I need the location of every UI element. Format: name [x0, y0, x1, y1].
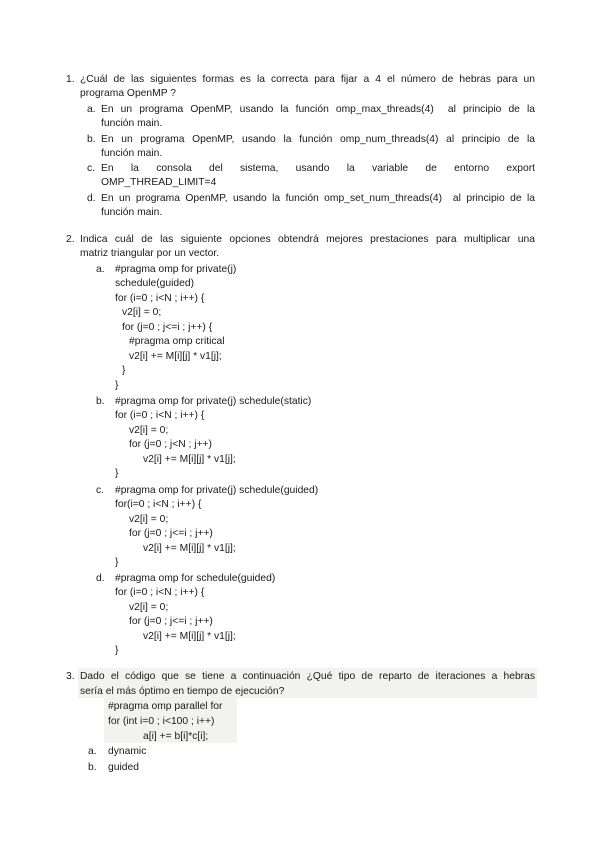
code-line: for (j=0 ; j<=i ; j++)	[129, 528, 213, 539]
question-number: 3.	[66, 671, 75, 682]
option-text: OMP_THREAD_LIMIT=4	[101, 177, 217, 188]
code-line: #pragma omp for private(j) schedule(guided)	[115, 485, 319, 496]
option-text: guided	[108, 762, 139, 773]
option-letter: c.	[87, 163, 96, 174]
option-text: función main.	[101, 207, 163, 218]
code-line: for (int i=0 ; i<100 ; i++)	[108, 716, 215, 727]
option-text: En un programa OpenMP, usando la función omp_set_num_threads(4) al principio de la	[101, 193, 535, 204]
option-letter: d.	[96, 573, 105, 584]
code-line: for(i=0 ; i<N ; i++) {	[115, 499, 202, 510]
code-line: schedule(guided)	[115, 278, 194, 289]
code-line: }	[115, 468, 119, 479]
code-line: for (i=0 ; i<N ; i++) {	[115, 410, 205, 421]
question-number: 1.	[66, 74, 75, 85]
option-text: En un programa OpenMP, usando la función omp_num_threads(4) al principio de la	[101, 134, 535, 145]
code-line: for (i=0 ; i<N ; i++) {	[115, 587, 205, 598]
code-line: v2[i] += M[i][j] * v1[j];	[129, 351, 222, 362]
code-line: v2[i] = 0;	[122, 307, 162, 318]
option-letter: c.	[96, 485, 105, 496]
code-line: v2[i] = 0;	[129, 514, 169, 525]
code-line: }	[122, 365, 126, 376]
code-line: }	[115, 645, 119, 656]
code-line: for (j=0 ; j<N ; j++)	[129, 439, 212, 450]
option-text: En la consola del sistema, usando la variable de entorno export	[101, 163, 535, 174]
code-line: for (i=0 ; i<N ; i++) {	[115, 293, 205, 304]
code-line: v2[i] = 0;	[129, 425, 169, 436]
question-stem: ¿Cuál de las siguientes formas es la correcta para fijar a 4 el número de hebras para un	[80, 74, 535, 85]
code-line: }	[115, 557, 119, 568]
code-line: v2[i] += M[i][j] * v1[j];	[143, 631, 236, 642]
option-letter: b.	[96, 396, 105, 407]
code-line: #pragma omp for private(j) schedule(static)	[115, 396, 312, 407]
option-letter: a.	[87, 104, 96, 115]
code-line: #pragma omp critical	[129, 336, 225, 347]
code-line: }	[115, 380, 119, 391]
code-line: for (j=0 ; j<=i ; j++)	[129, 616, 213, 627]
question-stem: matriz triangular por un vector.	[80, 248, 220, 259]
question-stem: programa OpenMP ?	[80, 88, 176, 99]
option-text: función main.	[101, 118, 163, 129]
option-text: En un programa OpenMP, usando la función omp_max_threads(4) al principio de la	[101, 104, 535, 115]
code-line: a[i] += b[i]*c[i];	[143, 731, 209, 742]
code-line: #pragma omp parallel for	[108, 701, 223, 712]
code-line: v2[i] = 0;	[129, 602, 169, 613]
option-letter: b.	[87, 134, 96, 145]
option-text: dynamic	[108, 746, 147, 757]
option-letter: d.	[87, 193, 96, 204]
code-line: v2[i] += M[i][j] * v1[j];	[143, 454, 236, 465]
code-line: #pragma omp for schedule(guided)	[115, 573, 276, 584]
option-letter: a.	[88, 746, 97, 757]
question-stem: Indica cuál de las siguiente opciones obtendrá mejores prestaciones para multiplicar una	[80, 234, 535, 245]
question-stem: Dado el código que se tiene a continuación ¿Qué tipo de reparto de iteraciones a hebras	[80, 671, 535, 682]
code-line: v2[i] += M[i][j] * v1[j];	[143, 543, 236, 554]
option-letter: a.	[96, 264, 105, 275]
code-line: for (j=0 ; j<=i ; j++) {	[122, 322, 213, 333]
question-stem: sería el más óptimo en tiempo de ejecución?	[80, 686, 285, 697]
option-letter: b.	[88, 762, 97, 773]
code-line: #pragma omp for private(j)	[115, 264, 237, 275]
question-number: 2.	[66, 234, 75, 245]
option-text: función main.	[101, 148, 163, 159]
